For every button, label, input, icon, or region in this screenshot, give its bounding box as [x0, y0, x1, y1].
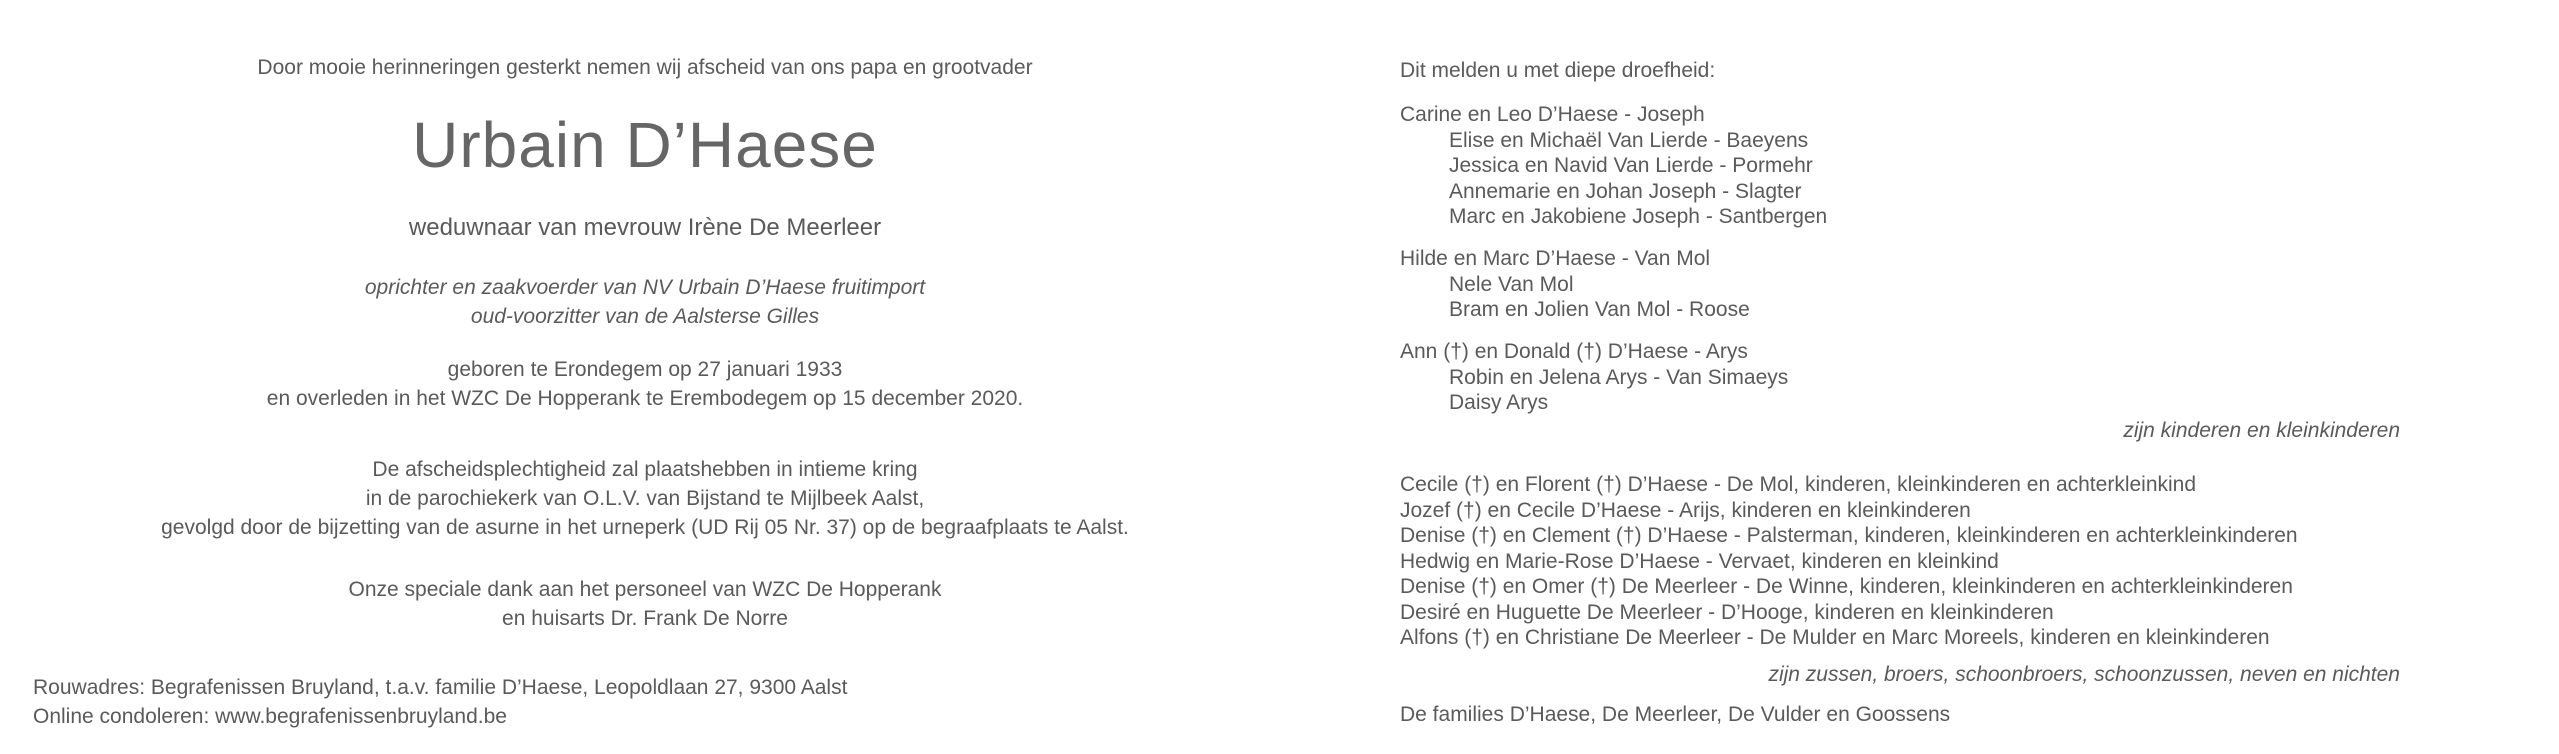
intro-text: Door mooie herinneringen gesterkt nemen wij afscheid van ons papa en grootvader: [257, 56, 1033, 79]
family-member: Annemarie en Johan Joseph - Slagter: [1449, 179, 1802, 203]
family-member: Bram en Jolien Van Mol - Roose: [1449, 298, 1750, 321]
sibling-line: Denise (†) en Clement (†) D’Haese - Palsterman, kinderen, kleinkinderen en achterkleinkinderen: [1400, 524, 2298, 547]
family-member: Elise en Michaël Van Lierde - Baeyens: [1449, 128, 1809, 152]
sibling-line: Hedwig en Marie-Rose D’Haese - Vervaet, kinderen en kleinkind: [1400, 549, 1999, 573]
children-label: zijn kinderen en kleinkinderen: [2123, 419, 2400, 442]
announcement-intro: Dit melden u met diepe droefheid:: [1400, 59, 1716, 82]
role-line: oprichter en zaakvoerder van NV Urbain D’Haese fruitimport: [364, 276, 926, 299]
dates-block: [0, 355, 1290, 413]
sibling-line: Denise (†) en Omer (†) De Meerleer - De Winne, kinderen, kleinkinderen en achterkleinkinderen: [1400, 575, 2293, 598]
family-group: [1400, 339, 1788, 416]
family-member: Marc en Jakobiene Joseph - Santbergen: [1449, 205, 1828, 228]
thanks-block: [0, 575, 1290, 633]
thanks-line: Onze speciale dank aan het personeel van WZC De Hopperank: [348, 578, 942, 601]
family-head: Carine en Leo D’Haese - Joseph: [1400, 103, 1705, 126]
siblings-list: [1400, 472, 2298, 651]
ceremony-block: [0, 455, 1290, 542]
siblings-label: zijn zussen, broers, schoonbroers, schoonzussen, neven en nichten: [1768, 663, 2400, 686]
family-head: Ann (†) en Donald (†) D’Haese - Arys: [1400, 340, 1748, 363]
family-member: Robin en Jelena Arys - Van Simaeys: [1449, 365, 1789, 389]
closing-families: De families D’Haese, De Meerleer, De Vulder en Goossens: [1400, 703, 1951, 726]
mourning-address: Rouwadres: Begrafenissen Bruyland, t.a.v. familie D’Haese, Leopoldlaan 27, 9300 Aalst: [33, 676, 848, 699]
roles-block: [0, 273, 1290, 331]
sibling-line: Alfons (†) en Christiane De Meerleer - De Mulder en Marc Moreels, kinderen en kleinkinderen: [1400, 626, 2270, 649]
family-member: Jessica en Navid Van Lierde - Pormehr: [1449, 154, 1813, 177]
role-line: oud-voorzitter van de Aalsterse Gilles: [470, 305, 820, 328]
widow-line: weduwnaar van mevrouw Irène De Meerleer: [408, 214, 882, 241]
family-group: [1400, 102, 1827, 230]
thanks-line: en huisarts Dr. Frank De Norre: [502, 607, 788, 630]
ceremony-line: gevolgd door de bijzetting van de asurne in het urneperk (UD Rij 05 Nr. 37) op de begraafplaats te Aalst.: [161, 516, 1129, 539]
family-member: Nele Van Mol: [1449, 272, 1574, 296]
online-condolence: Online condoleren: www.begrafenissenbruyland.be: [33, 705, 507, 728]
address-block: [33, 673, 847, 731]
family-head: Hilde en Marc D’Haese - Van Mol: [1400, 247, 1711, 270]
family-member: Daisy Arys: [1449, 391, 1549, 414]
ceremony-line: in de parochiekerk van O.L.V. van Bijstand te Mijlbeek Aalst,: [365, 487, 925, 510]
sibling-line: Jozef (†) en Cecile D’Haese - Arijs, kinderen en kleinkinderen: [1400, 498, 1971, 522]
sibling-line: Desiré en Huguette De Meerleer - D’Hooge, kinderen en kleinkinderen: [1400, 600, 2054, 624]
ceremony-line: De afscheidsplechtigheid zal plaatshebben in intieme kring: [372, 458, 918, 481]
sibling-line: Cecile (†) en Florent (†) D’Haese - De Mol, kinderen, kleinkinderen en achterkleinkind: [1400, 473, 2197, 496]
death-line: en overleden in het WZC De Hopperank te Erembodegem op 15 december 2020.: [266, 387, 1024, 410]
family-group: [1400, 246, 1750, 323]
deceased-name: Urbain D’Haese: [412, 109, 878, 181]
birth-line: geboren te Erondegem op 27 januari 1933: [447, 358, 843, 381]
